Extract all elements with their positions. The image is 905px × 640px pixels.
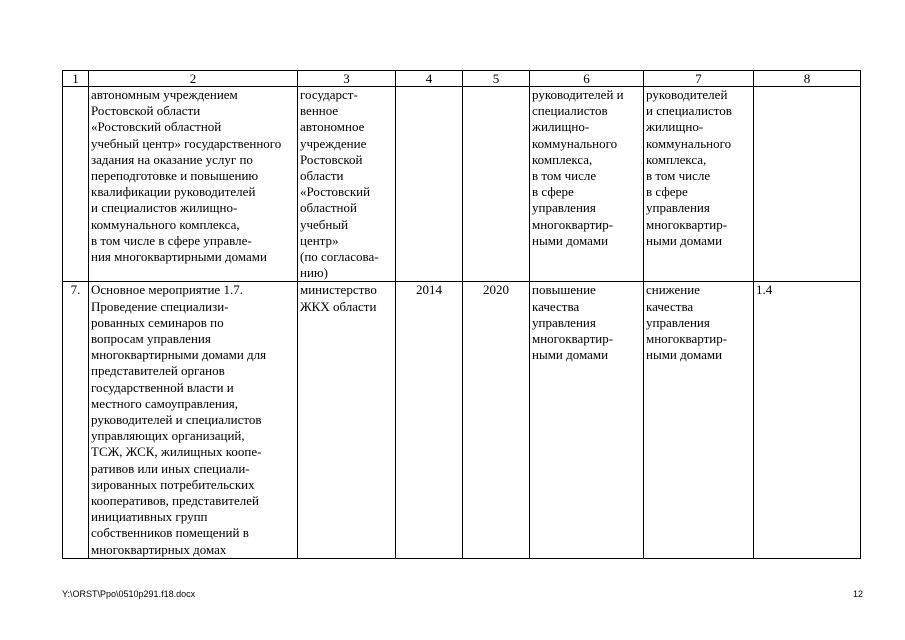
- end-year-cell: [463, 87, 530, 282]
- header-cell: 3: [298, 71, 396, 87]
- row-number-cell: 7.: [63, 282, 89, 558]
- expected-result-cell: руководителей и специалистов жилищно- коммунального комплекса, в том числе в сфере управления многоквартир- ными домами: [530, 87, 644, 282]
- row-number-cell: [63, 87, 89, 282]
- executor-cell: государст- венное автономное учреждение Ростовской области «Ростовский областной учебный центр» (по согласова- нию): [298, 87, 396, 282]
- activity-name-cell: автономным учреждением Ростовской области «Ростовский областной учебный центр» государственного задания на оказание услуг по переподготовке и повышению квалификации руководителей и специалистов жилищно- коммунального комплекса, в том числе в сфере управле- ния многоквартирными домами: [89, 87, 298, 282]
- consequence-cell: снижение качества управления многоквартир- ными домами: [644, 282, 754, 558]
- indicator-link-cell: [754, 87, 861, 282]
- activity-name-cell: Основное мероприятие 1.7. Проведение специализи- рованных семинаров по вопросам управления многоквартирными домами для представителей органов государственной власти и местного самоуправления, руководителей и специалистов управляющих организаций, ТСЖ, ЖСК, жилищных коопе- ративов или иных специали- зированных потребительских кооперативов, представителей инициативных групп собственников помещений в многоквартирных домах: [89, 282, 298, 558]
- page-number: 12: [852, 589, 863, 599]
- expected-result-cell: повышение качества управления многоквартир- ными домами: [530, 282, 644, 558]
- consequence-cell: руководителей и специалистов жилищно- коммунального комплекса, в том числе в сфере управления многоквартир- ными домами: [644, 87, 754, 282]
- header-cell: 7: [644, 71, 754, 87]
- table-row: [63, 87, 861, 282]
- header-cell: 4: [396, 71, 463, 87]
- indicator-link-cell: 1.4: [754, 282, 861, 558]
- executor-cell: министерство ЖКХ области: [298, 282, 396, 558]
- header-cell: 5: [463, 71, 530, 87]
- header-cell: 8: [754, 71, 861, 87]
- header-cell: 6: [530, 71, 644, 87]
- start-year-cell: [396, 87, 463, 282]
- footer-file-path: Y:\ORST\Ppo\0510p291.f18.docx: [62, 589, 196, 599]
- header-cell: 2: [89, 71, 298, 87]
- main-table: [62, 70, 861, 559]
- header-cell: 1: [63, 71, 89, 87]
- table-row: [63, 282, 861, 558]
- start-year-cell: 2014: [396, 282, 463, 558]
- table-header-row: [63, 71, 861, 87]
- end-year-cell: 2020: [463, 282, 530, 558]
